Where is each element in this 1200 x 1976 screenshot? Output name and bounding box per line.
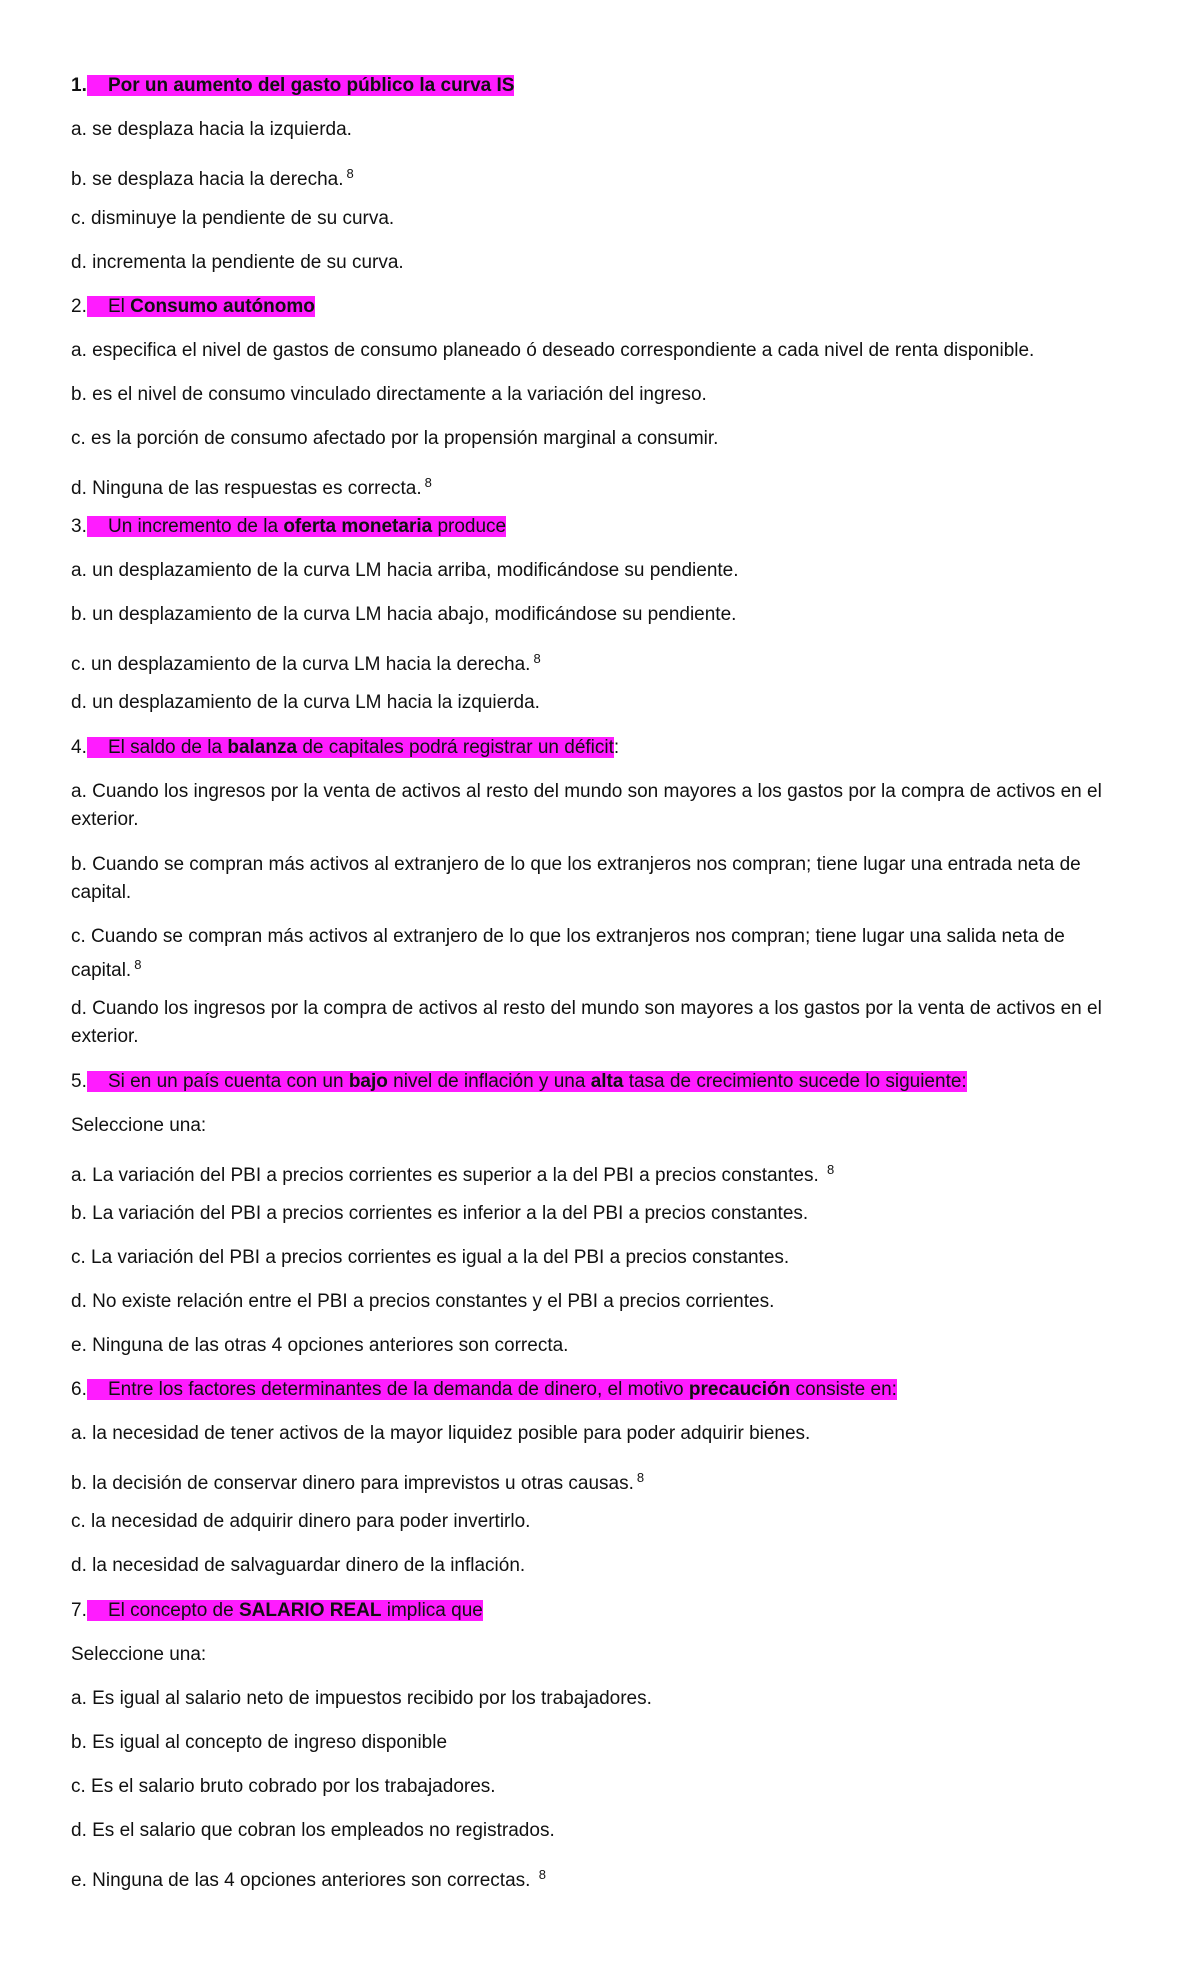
- answer-option-text: c. un desplazamiento de la curva LM hacia la derecha.: [71, 654, 531, 675]
- question-text: Entre los factores determinantes de la demanda de dinero, el motivo: [107, 1379, 689, 1400]
- answer-option-text: b. se desplaza hacia la derecha.: [71, 169, 344, 190]
- answer-mark: 8: [636, 1470, 645, 1485]
- answer-option-correct: [71, 160, 1131, 194]
- highlighted-question-text: [87, 1071, 967, 1092]
- answer-mark: 8: [346, 166, 354, 181]
- highlighted-question-text: [87, 1379, 897, 1400]
- question-6-title: [71, 1376, 1131, 1404]
- question-number: 5.: [71, 1071, 87, 1092]
- answer-option-correct: [71, 469, 1131, 503]
- answer-option-correct: [71, 645, 1131, 679]
- answer-mark: 8: [533, 651, 541, 666]
- question-keyword: SALARIO REAL: [238, 1600, 382, 1621]
- question-text: de capitales podrá registrar un déficit: [297, 737, 614, 758]
- question-text: El: [107, 296, 131, 317]
- answer-option-correct: [71, 923, 1131, 985]
- question-number: 2.: [71, 296, 87, 317]
- question-number: 3.: [71, 516, 87, 537]
- answer-option-text: d. Ninguna de las respuestas es correcta.: [71, 478, 422, 499]
- answer-option-text: c. Cuando se compran más activos al extranjero de lo que los extranjeros nos compran; tiene lugar una salida neta de capital.: [71, 926, 1065, 981]
- answer-option: c. La variación del PBI a precios corrientes es igual a la del PBI a precios constantes.: [71, 1247, 790, 1268]
- question-text: consiste en:: [790, 1379, 897, 1400]
- question-4-title: [71, 734, 1131, 762]
- highlighted-question-text: [87, 1600, 483, 1621]
- answer-mark: 8: [827, 1162, 835, 1177]
- question-number: 7.: [71, 1600, 87, 1621]
- answer-option: a. especifica el nivel de gastos de consumo planeado ó deseado correspondiente a cada nivel de renta disponible.: [71, 340, 1035, 361]
- answer-option-text: a. La variación del PBI a precios corrientes es superior a la del PBI a precios constantes.: [71, 1165, 819, 1186]
- highlighted-question-text: [87, 75, 515, 96]
- question-1-title: [71, 72, 1131, 100]
- answer-option: b. Es igual al concepto de ingreso disponible: [71, 1732, 448, 1753]
- question-text: tasa de crecimiento sucede lo siguiente:: [623, 1071, 967, 1092]
- answer-option-text: e. Ninguna de las 4 opciones anteriores son correctas.: [71, 1870, 531, 1891]
- answer-option: c. la necesidad de adquirir dinero para poder invertirlo.: [71, 1511, 531, 1532]
- answer-option: d. un desplazamiento de la curva LM hacia la izquierda.: [71, 692, 540, 713]
- question-text: Por un aumento del gasto público la curva IS: [107, 75, 515, 96]
- question-text: nivel de inflación y una: [387, 1071, 591, 1092]
- question-keyword: Consumo autónomo: [130, 296, 315, 317]
- answer-option: c. disminuye la pendiente de su curva.: [71, 208, 395, 229]
- answer-mark: 8: [134, 957, 142, 972]
- answer-mark: 8: [538, 1867, 546, 1882]
- answer-option-text: b. la decisión de conservar dinero para imprevistos u otras causas.: [71, 1473, 634, 1494]
- answer-option: e. Ninguna de las otras 4 opciones anteriores son correcta.: [71, 1335, 569, 1356]
- question-number: 6.: [71, 1379, 87, 1400]
- answer-option: d. la necesidad de salvaguardar dinero de la inflación.: [71, 1555, 526, 1576]
- answer-option: a. Es igual al salario neto de impuestos recibido por los trabajadores.: [71, 1688, 652, 1709]
- highlighted-question-text: [87, 737, 614, 758]
- answer-option-correct: [71, 1861, 1131, 1895]
- question-number: 1.: [71, 75, 87, 96]
- answer-option: a. un desplazamiento de la curva LM hacia arriba, modificándose su pendiente.: [71, 560, 739, 581]
- question-keyword: bajo: [348, 1071, 388, 1092]
- answer-option: d. Es el salario que cobran los empleados no registrados.: [71, 1820, 555, 1841]
- question-2-title: [71, 293, 1131, 321]
- question-keyword: precaución: [688, 1379, 791, 1400]
- answer-option: d. Cuando los ingresos por la compra de activos al resto del mundo son mayores a los gastos por la venta de activos en el exterior.: [71, 998, 1102, 1047]
- question-keyword: oferta monetaria: [283, 516, 433, 537]
- answer-option: a. la necesidad de tener activos de la mayor liquidez posible para poder adquirir bienes.: [71, 1423, 811, 1444]
- question-number: 4.: [71, 737, 87, 758]
- question-text: El concepto de: [107, 1600, 239, 1621]
- answer-option: d. No existe relación entre el PBI a precios constantes y el PBI a precios corrientes.: [71, 1291, 775, 1312]
- answer-option: c. Es el salario bruto cobrado por los trabajadores.: [71, 1776, 496, 1797]
- answer-option: b. La variación del PBI a precios corrientes es inferior a la del PBI a precios constantes.: [71, 1203, 809, 1224]
- question-text: El saldo de la: [107, 737, 228, 758]
- question-3-title: [71, 513, 1131, 541]
- answer-option: c. es la porción de consumo afectado por la propensión marginal a consumir.: [71, 428, 719, 449]
- question-keyword: alta: [590, 1071, 624, 1092]
- question-text: Un incremento de la: [107, 516, 284, 537]
- question-5-title: [71, 1068, 1131, 1096]
- answer-option-correct: [71, 1156, 1131, 1190]
- select-prompt: Seleccione una:: [71, 1644, 207, 1665]
- question-7-title: [71, 1597, 1131, 1625]
- select-prompt: Seleccione una:: [71, 1115, 207, 1136]
- question-text: :: [613, 737, 620, 758]
- highlighted-question-text: [87, 516, 506, 537]
- answer-option: b. Cuando se compran más activos al extranjero de lo que los extranjeros nos compran; tiene lugar una entrada neta de capital.: [71, 854, 1081, 903]
- answer-mark: 8: [424, 475, 432, 490]
- answer-option: a. se desplaza hacia la izquierda.: [71, 119, 352, 140]
- question-text: implica que: [381, 1600, 483, 1621]
- question-text: Si en un país cuenta con un: [107, 1071, 349, 1092]
- answer-option-correct: [71, 1464, 1131, 1498]
- question-text: produce: [432, 516, 507, 537]
- question-keyword: balanza: [227, 737, 298, 758]
- highlighted-question-text: [87, 296, 315, 317]
- answer-option: b. es el nivel de consumo vinculado directamente a la variación del ingreso.: [71, 384, 707, 405]
- answer-option: b. un desplazamiento de la curva LM hacia abajo, modificándose su pendiente.: [71, 604, 737, 625]
- answer-option: d. incrementa la pendiente de su curva.: [71, 252, 404, 273]
- answer-option: a. Cuando los ingresos por la venta de activos al resto del mundo son mayores a los gastos por la compra de activos en el exterior.: [71, 781, 1102, 830]
